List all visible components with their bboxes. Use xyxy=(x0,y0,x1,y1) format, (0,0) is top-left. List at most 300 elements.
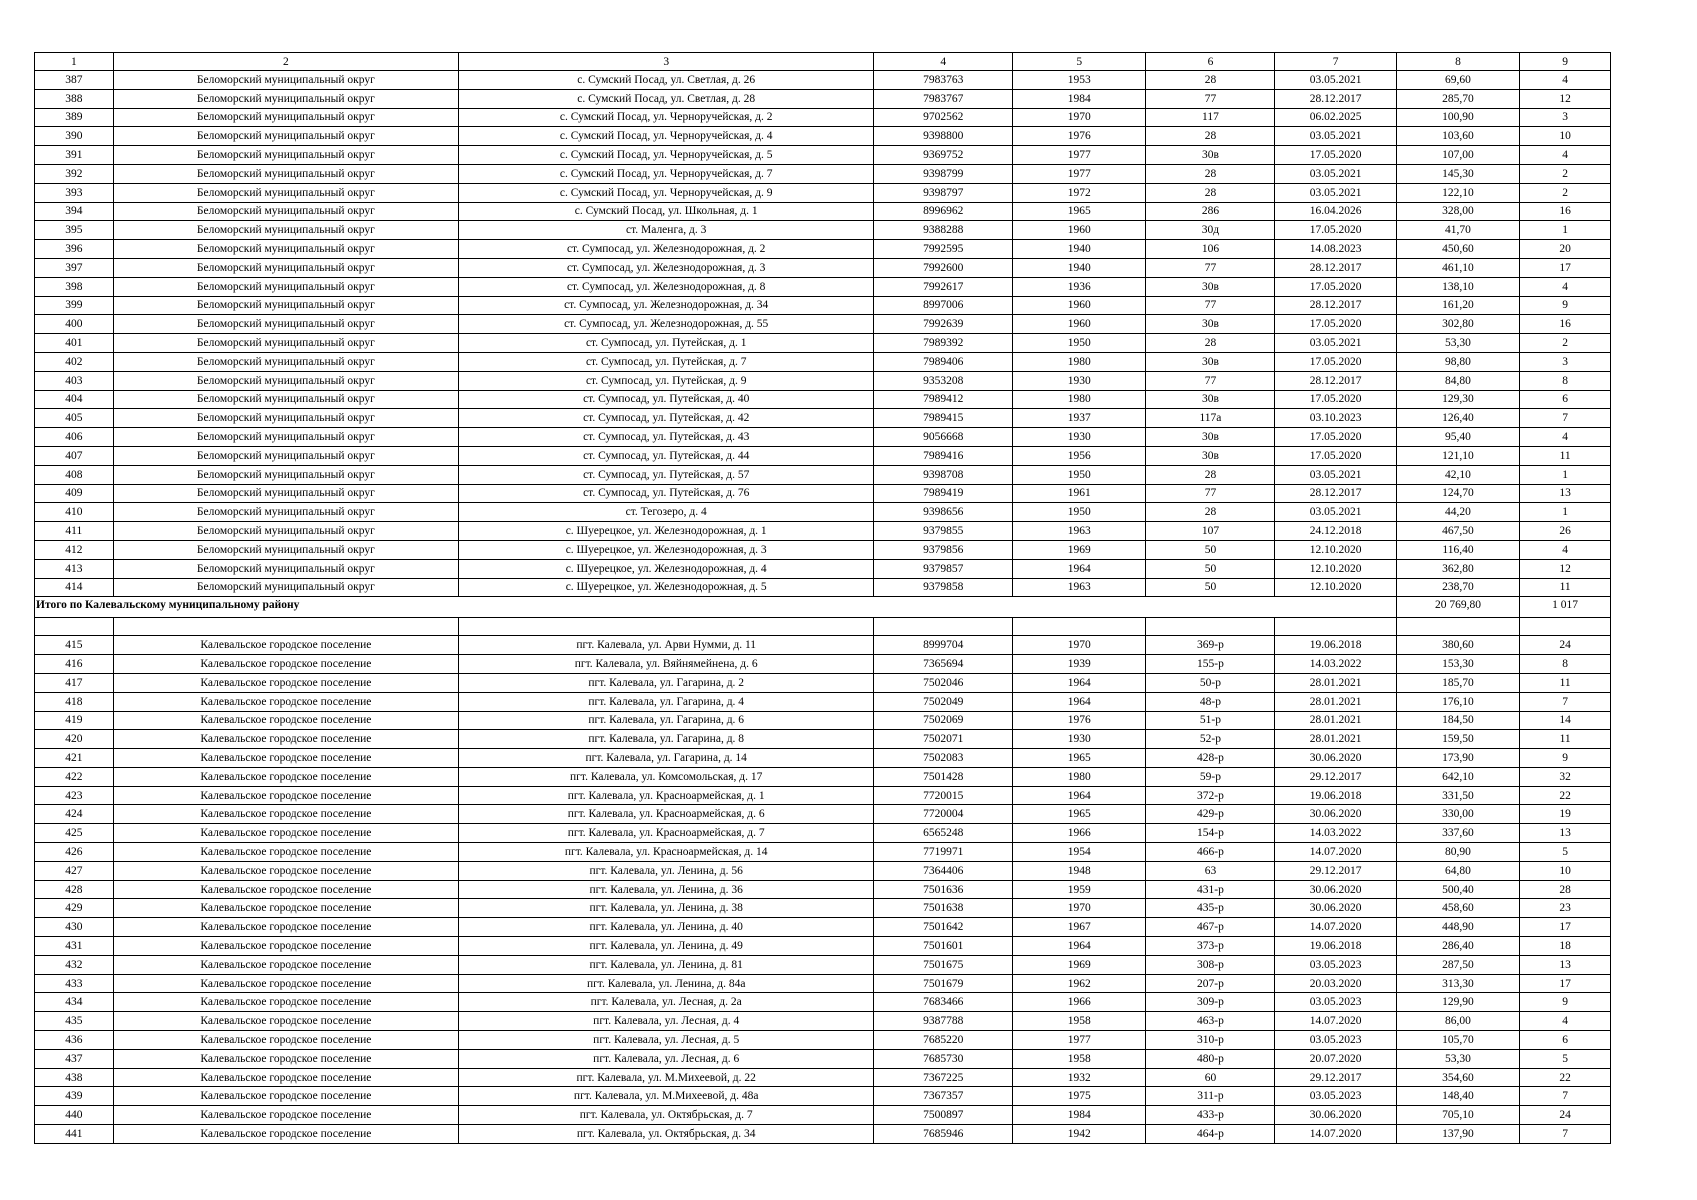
cell-area: 461,10 xyxy=(1396,258,1520,277)
cell-address: с. Сумский Посад, ул. Светлая, д. 28 xyxy=(459,89,874,108)
cell-area: 138,10 xyxy=(1396,277,1520,296)
cell-building-id: 9398708 xyxy=(874,465,1013,484)
cell-residents: 19 xyxy=(1520,805,1611,824)
cell-year-built: 1954 xyxy=(1013,843,1146,862)
cell-residents: 4 xyxy=(1520,540,1611,559)
cell-area: 122,10 xyxy=(1396,183,1520,202)
empty-cell xyxy=(1013,618,1146,636)
cell-year-built: 1958 xyxy=(1013,1012,1146,1031)
cell-document-number: 30д xyxy=(1146,221,1275,240)
cell-address: ст. Сумпосад, ул. Путейская, д. 1 xyxy=(459,334,874,353)
cell-document-number: 207-р xyxy=(1146,974,1275,993)
cell-building-id: 7992639 xyxy=(874,315,1013,334)
cell-document-number: 51-р xyxy=(1146,711,1275,730)
cell-address: пгт. Калевала, ул. Ленина, д. 40 xyxy=(459,918,874,937)
cell-building-id: 7983763 xyxy=(874,71,1013,90)
cell-date: 30.06.2020 xyxy=(1275,880,1396,899)
cell-row-number: 426 xyxy=(35,843,114,862)
table-row xyxy=(35,371,1611,390)
cell-document-number: 50-р xyxy=(1146,673,1275,692)
cell-year-built: 1940 xyxy=(1013,258,1146,277)
cell-row-number: 413 xyxy=(35,559,114,578)
cell-municipality: Калевальское городское поселение xyxy=(113,692,458,711)
table-row xyxy=(35,824,1611,843)
table-row xyxy=(35,315,1611,334)
cell-area: 285,70 xyxy=(1396,89,1520,108)
cell-document-number: 117а xyxy=(1146,409,1275,428)
cell-area: 42,10 xyxy=(1396,465,1520,484)
column-header: 1 xyxy=(35,53,114,71)
cell-municipality: Беломорский муниципальный округ xyxy=(113,352,458,371)
cell-year-built: 1932 xyxy=(1013,1068,1146,1087)
cell-area: 116,40 xyxy=(1396,540,1520,559)
cell-year-built: 1950 xyxy=(1013,465,1146,484)
table-row xyxy=(35,711,1611,730)
register-table xyxy=(34,52,1611,1144)
cell-document-number: 30в xyxy=(1146,390,1275,409)
cell-area: 500,40 xyxy=(1396,880,1520,899)
cell-year-built: 1950 xyxy=(1013,503,1146,522)
cell-address: с. Шуерецкое, ул. Железнодорожная, д. 5 xyxy=(459,578,874,597)
cell-document-number: 480-р xyxy=(1146,1049,1275,1068)
cell-municipality: Беломорский муниципальный округ xyxy=(113,334,458,353)
column-header: 9 xyxy=(1520,53,1611,71)
cell-year-built: 1942 xyxy=(1013,1125,1146,1144)
cell-date: 16.04.2026 xyxy=(1275,202,1396,221)
cell-row-number: 421 xyxy=(35,749,114,768)
cell-date: 20.07.2020 xyxy=(1275,1049,1396,1068)
empty-cell xyxy=(874,618,1013,636)
cell-municipality: Калевальское городское поселение xyxy=(113,749,458,768)
cell-date: 19.06.2018 xyxy=(1275,636,1396,655)
cell-residents: 1 xyxy=(1520,465,1611,484)
cell-date: 12.10.2020 xyxy=(1275,559,1396,578)
cell-address: с. Сумский Посад, ул. Черноручейская, д. 9 xyxy=(459,183,874,202)
cell-date: 14.03.2022 xyxy=(1275,655,1396,674)
cell-building-id: 7502046 xyxy=(874,673,1013,692)
cell-row-number: 399 xyxy=(35,296,114,315)
cell-municipality: Калевальское городское поселение xyxy=(113,673,458,692)
cell-document-number: 435-р xyxy=(1146,899,1275,918)
cell-date: 17.05.2020 xyxy=(1275,146,1396,165)
table-row xyxy=(35,955,1611,974)
cell-area: 124,70 xyxy=(1396,484,1520,503)
cell-document-number: 30в xyxy=(1146,428,1275,447)
cell-year-built: 1965 xyxy=(1013,202,1146,221)
cell-area: 69,60 xyxy=(1396,71,1520,90)
cell-document-number: 77 xyxy=(1146,258,1275,277)
cell-area: 95,40 xyxy=(1396,428,1520,447)
cell-area: 328,00 xyxy=(1396,202,1520,221)
cell-date: 12.10.2020 xyxy=(1275,540,1396,559)
cell-date: 29.12.2017 xyxy=(1275,1068,1396,1087)
table-row xyxy=(35,767,1611,786)
cell-address: ст. Сумпосад, ул. Путейская, д. 9 xyxy=(459,371,874,390)
cell-building-id: 7720015 xyxy=(874,786,1013,805)
cell-row-number: 409 xyxy=(35,484,114,503)
cell-row-number: 437 xyxy=(35,1049,114,1068)
document-page xyxy=(34,52,1611,1144)
cell-residents: 5 xyxy=(1520,843,1611,862)
cell-municipality: Беломорский муниципальный округ xyxy=(113,108,458,127)
cell-area: 84,80 xyxy=(1396,371,1520,390)
cell-residents: 16 xyxy=(1520,202,1611,221)
cell-residents: 7 xyxy=(1520,1087,1611,1106)
cell-building-id: 9379858 xyxy=(874,578,1013,597)
table-row xyxy=(35,428,1611,447)
cell-address: пгт. Калевала, ул. Ленина, д. 81 xyxy=(459,955,874,974)
cell-municipality: Беломорский муниципальный округ xyxy=(113,409,458,428)
cell-year-built: 1977 xyxy=(1013,164,1146,183)
cell-area: 100,90 xyxy=(1396,108,1520,127)
cell-residents: 22 xyxy=(1520,786,1611,805)
cell-residents: 3 xyxy=(1520,352,1611,371)
cell-building-id: 9387788 xyxy=(874,1012,1013,1031)
cell-area: 287,50 xyxy=(1396,955,1520,974)
table-row xyxy=(35,146,1611,165)
cell-building-id: 7989416 xyxy=(874,446,1013,465)
cell-building-id: 9379855 xyxy=(874,522,1013,541)
table-row xyxy=(35,522,1611,541)
cell-municipality: Калевальское городское поселение xyxy=(113,918,458,937)
column-header: 5 xyxy=(1013,53,1146,71)
cell-row-number: 401 xyxy=(35,334,114,353)
cell-address: пгт. Калевала, ул. Вяйнямейнена, д. 6 xyxy=(459,655,874,674)
cell-area: 103,60 xyxy=(1396,127,1520,146)
cell-area: 159,50 xyxy=(1396,730,1520,749)
cell-row-number: 390 xyxy=(35,127,114,146)
cell-municipality: Беломорский муниципальный округ xyxy=(113,428,458,447)
table-row xyxy=(35,296,1611,315)
cell-document-number: 28 xyxy=(1146,71,1275,90)
cell-document-number: 117 xyxy=(1146,108,1275,127)
cell-address: пгт. Калевала, ул. Красноармейская, д. 6 xyxy=(459,805,874,824)
cell-building-id: 7502083 xyxy=(874,749,1013,768)
cell-year-built: 1984 xyxy=(1013,1106,1146,1125)
cell-year-built: 1930 xyxy=(1013,371,1146,390)
cell-year-built: 1969 xyxy=(1013,955,1146,974)
cell-document-number: 107 xyxy=(1146,522,1275,541)
cell-date: 28.01.2021 xyxy=(1275,711,1396,730)
cell-year-built: 1969 xyxy=(1013,540,1146,559)
cell-municipality: Калевальское городское поселение xyxy=(113,1068,458,1087)
cell-row-number: 408 xyxy=(35,465,114,484)
cell-area: 53,30 xyxy=(1396,1049,1520,1068)
cell-municipality: Калевальское городское поселение xyxy=(113,880,458,899)
cell-document-number: 50 xyxy=(1146,540,1275,559)
cell-area: 450,60 xyxy=(1396,240,1520,259)
cell-area: 313,30 xyxy=(1396,974,1520,993)
empty-cell xyxy=(113,618,458,636)
cell-date: 12.10.2020 xyxy=(1275,578,1396,597)
cell-residents: 24 xyxy=(1520,1106,1611,1125)
cell-row-number: 398 xyxy=(35,277,114,296)
cell-date: 17.05.2020 xyxy=(1275,315,1396,334)
cell-document-number: 28 xyxy=(1146,183,1275,202)
cell-municipality: Калевальское городское поселение xyxy=(113,937,458,956)
cell-year-built: 1980 xyxy=(1013,352,1146,371)
cell-building-id: 7720004 xyxy=(874,805,1013,824)
table-row xyxy=(35,880,1611,899)
cell-row-number: 393 xyxy=(35,183,114,202)
cell-building-id: 8999704 xyxy=(874,636,1013,655)
cell-row-number: 392 xyxy=(35,164,114,183)
cell-document-number: 286 xyxy=(1146,202,1275,221)
cell-municipality: Беломорский муниципальный округ xyxy=(113,540,458,559)
cell-date: 14.07.2020 xyxy=(1275,1125,1396,1144)
cell-building-id: 7502069 xyxy=(874,711,1013,730)
table-row xyxy=(35,1031,1611,1050)
table-row xyxy=(35,352,1611,371)
cell-row-number: 405 xyxy=(35,409,114,428)
cell-row-number: 402 xyxy=(35,352,114,371)
cell-row-number: 388 xyxy=(35,89,114,108)
cell-address: с. Шуерецкое, ул. Железнодорожная, д. 1 xyxy=(459,522,874,541)
cell-document-number: 429-р xyxy=(1146,805,1275,824)
table-row xyxy=(35,446,1611,465)
cell-row-number: 425 xyxy=(35,824,114,843)
cell-address: пгт. Калевала, ул. Гагарина, д. 6 xyxy=(459,711,874,730)
cell-municipality: Беломорский муниципальный округ xyxy=(113,127,458,146)
cell-date: 06.02.2025 xyxy=(1275,108,1396,127)
cell-row-number: 427 xyxy=(35,861,114,880)
cell-residents: 7 xyxy=(1520,1125,1611,1144)
cell-document-number: 28 xyxy=(1146,465,1275,484)
column-header: 3 xyxy=(459,53,874,71)
cell-municipality: Калевальское городское поселение xyxy=(113,1106,458,1125)
cell-building-id: 8997006 xyxy=(874,296,1013,315)
cell-building-id: 9379857 xyxy=(874,559,1013,578)
cell-document-number: 373-р xyxy=(1146,937,1275,956)
cell-date: 30.06.2020 xyxy=(1275,899,1396,918)
cell-residents: 11 xyxy=(1520,446,1611,465)
cell-year-built: 1980 xyxy=(1013,767,1146,786)
cell-residents: 2 xyxy=(1520,334,1611,353)
cell-area: 107,00 xyxy=(1396,146,1520,165)
cell-residents: 11 xyxy=(1520,673,1611,692)
cell-date: 17.05.2020 xyxy=(1275,277,1396,296)
cell-building-id: 9388288 xyxy=(874,221,1013,240)
cell-year-built: 1976 xyxy=(1013,127,1146,146)
blank-row xyxy=(35,618,1611,636)
cell-area: 148,40 xyxy=(1396,1087,1520,1106)
cell-year-built: 1937 xyxy=(1013,409,1146,428)
table-row xyxy=(35,540,1611,559)
cell-year-built: 1939 xyxy=(1013,655,1146,674)
table-row xyxy=(35,918,1611,937)
cell-residents: 24 xyxy=(1520,636,1611,655)
cell-municipality: Калевальское городское поселение xyxy=(113,730,458,749)
cell-municipality: Калевальское городское поселение xyxy=(113,843,458,862)
cell-address: пгт. Калевала, ул. Лесная, д. 4 xyxy=(459,1012,874,1031)
cell-residents: 20 xyxy=(1520,240,1611,259)
cell-year-built: 1964 xyxy=(1013,559,1146,578)
cell-address: пгт. Калевала, ул. Красноармейская, д. 7 xyxy=(459,824,874,843)
cell-year-built: 1984 xyxy=(1013,89,1146,108)
cell-year-built: 1977 xyxy=(1013,146,1146,165)
cell-address: пгт. Калевала, ул. Октябрьская, д. 7 xyxy=(459,1106,874,1125)
cell-municipality: Беломорский муниципальный округ xyxy=(113,202,458,221)
cell-building-id: 7367357 xyxy=(874,1087,1013,1106)
table-row xyxy=(35,974,1611,993)
cell-document-number: 48-р xyxy=(1146,692,1275,711)
cell-building-id: 7365694 xyxy=(874,655,1013,674)
cell-date: 28.01.2021 xyxy=(1275,692,1396,711)
cell-date: 28.12.2017 xyxy=(1275,258,1396,277)
cell-address: пгт. Калевала, ул. Ленина, д. 36 xyxy=(459,880,874,899)
cell-building-id: 9369752 xyxy=(874,146,1013,165)
table-row xyxy=(35,636,1611,655)
cell-date: 30.06.2020 xyxy=(1275,749,1396,768)
cell-date: 03.05.2021 xyxy=(1275,183,1396,202)
cell-year-built: 1950 xyxy=(1013,334,1146,353)
cell-building-id: 7501638 xyxy=(874,899,1013,918)
cell-date: 29.12.2017 xyxy=(1275,861,1396,880)
table-row xyxy=(35,221,1611,240)
cell-residents: 8 xyxy=(1520,371,1611,390)
cell-area: 53,30 xyxy=(1396,334,1520,353)
cell-residents: 4 xyxy=(1520,1012,1611,1031)
table-row xyxy=(35,861,1611,880)
table-row xyxy=(35,258,1611,277)
cell-year-built: 1964 xyxy=(1013,786,1146,805)
cell-address: пгт. Калевала, ул. М.Михеевой, д. 48а xyxy=(459,1087,874,1106)
cell-residents: 9 xyxy=(1520,749,1611,768)
cell-document-number: 30в xyxy=(1146,446,1275,465)
cell-municipality: Калевальское городское поселение xyxy=(113,805,458,824)
cell-year-built: 1964 xyxy=(1013,673,1146,692)
cell-year-built: 1959 xyxy=(1013,880,1146,899)
cell-area: 80,90 xyxy=(1396,843,1520,862)
cell-date: 03.05.2021 xyxy=(1275,334,1396,353)
cell-municipality: Калевальское городское поселение xyxy=(113,1087,458,1106)
cell-document-number: 77 xyxy=(1146,371,1275,390)
cell-year-built: 1970 xyxy=(1013,636,1146,655)
cell-row-number: 404 xyxy=(35,390,114,409)
cell-residents: 17 xyxy=(1520,918,1611,937)
cell-year-built: 1960 xyxy=(1013,296,1146,315)
cell-municipality: Калевальское городское поселение xyxy=(113,955,458,974)
table-row xyxy=(35,559,1611,578)
cell-area: 302,80 xyxy=(1396,315,1520,334)
cell-municipality: Беломорский муниципальный округ xyxy=(113,465,458,484)
cell-building-id: 7501601 xyxy=(874,937,1013,956)
cell-municipality: Беломорский муниципальный округ xyxy=(113,164,458,183)
cell-address: пгт. Калевала, ул. Гагарина, д. 4 xyxy=(459,692,874,711)
cell-date: 17.05.2020 xyxy=(1275,428,1396,447)
cell-date: 03.05.2021 xyxy=(1275,465,1396,484)
cell-municipality: Калевальское городское поселение xyxy=(113,974,458,993)
cell-residents: 28 xyxy=(1520,880,1611,899)
cell-residents: 13 xyxy=(1520,484,1611,503)
cell-address: ст. Сумпосад, ул. Путейская, д. 76 xyxy=(459,484,874,503)
cell-building-id: 7501675 xyxy=(874,955,1013,974)
cell-address: ст. Сумпосад, ул. Путейская, д. 44 xyxy=(459,446,874,465)
cell-row-number: 412 xyxy=(35,540,114,559)
cell-document-number: 28 xyxy=(1146,164,1275,183)
cell-date: 30.06.2020 xyxy=(1275,1106,1396,1125)
cell-address: с. Сумский Посад, ул. Черноручейская, д. 7 xyxy=(459,164,874,183)
cell-row-number: 403 xyxy=(35,371,114,390)
cell-date: 28.12.2017 xyxy=(1275,296,1396,315)
cell-document-number: 311-р xyxy=(1146,1087,1275,1106)
cell-year-built: 1930 xyxy=(1013,730,1146,749)
cell-date: 19.06.2018 xyxy=(1275,786,1396,805)
cell-year-built: 1953 xyxy=(1013,71,1146,90)
cell-address: пгт. Калевала, ул. Гагарина, д. 14 xyxy=(459,749,874,768)
cell-row-number: 440 xyxy=(35,1106,114,1125)
cell-address: с. Шуерецкое, ул. Железнодорожная, д. 3 xyxy=(459,540,874,559)
table-row xyxy=(35,484,1611,503)
cell-municipality: Беломорский муниципальный округ xyxy=(113,89,458,108)
cell-date: 14.07.2020 xyxy=(1275,1012,1396,1031)
cell-date: 03.05.2021 xyxy=(1275,71,1396,90)
cell-date: 14.07.2020 xyxy=(1275,843,1396,862)
cell-address: ст. Сумпосад, ул. Путейская, д. 40 xyxy=(459,390,874,409)
cell-building-id: 7989406 xyxy=(874,352,1013,371)
cell-area: 330,00 xyxy=(1396,805,1520,824)
table-row xyxy=(35,655,1611,674)
cell-row-number: 434 xyxy=(35,993,114,1012)
cell-date: 14.03.2022 xyxy=(1275,824,1396,843)
cell-building-id: 7685730 xyxy=(874,1049,1013,1068)
cell-area: 458,60 xyxy=(1396,899,1520,918)
cell-row-number: 439 xyxy=(35,1087,114,1106)
cell-address: пгт. Калевала, ул. Лесная, д. 5 xyxy=(459,1031,874,1050)
cell-document-number: 77 xyxy=(1146,484,1275,503)
cell-residents: 9 xyxy=(1520,993,1611,1012)
cell-municipality: Беломорский муниципальный округ xyxy=(113,240,458,259)
cell-area: 448,90 xyxy=(1396,918,1520,937)
cell-building-id: 7989392 xyxy=(874,334,1013,353)
cell-address: с. Сумский Посад, ул. Черноручейская, д. 4 xyxy=(459,127,874,146)
cell-row-number: 419 xyxy=(35,711,114,730)
cell-municipality: Беломорский муниципальный округ xyxy=(113,277,458,296)
cell-year-built: 1948 xyxy=(1013,861,1146,880)
cell-date: 28.12.2017 xyxy=(1275,89,1396,108)
cell-date: 24.12.2018 xyxy=(1275,522,1396,541)
cell-building-id: 7683466 xyxy=(874,993,1013,1012)
cell-document-number: 309-р xyxy=(1146,993,1275,1012)
cell-building-id: 7685220 xyxy=(874,1031,1013,1050)
cell-year-built: 1940 xyxy=(1013,240,1146,259)
cell-year-built: 1963 xyxy=(1013,578,1146,597)
cell-row-number: 424 xyxy=(35,805,114,824)
cell-year-built: 1972 xyxy=(1013,183,1146,202)
table-row xyxy=(35,183,1611,202)
cell-date: 28.12.2017 xyxy=(1275,371,1396,390)
cell-year-built: 1976 xyxy=(1013,711,1146,730)
cell-building-id: 7992617 xyxy=(874,277,1013,296)
cell-residents: 10 xyxy=(1520,127,1611,146)
cell-municipality: Калевальское городское поселение xyxy=(113,1031,458,1050)
cell-residents: 7 xyxy=(1520,409,1611,428)
cell-address: ст. Сумпосад, ул. Железнодорожная, д. 34 xyxy=(459,296,874,315)
cell-year-built: 1967 xyxy=(1013,918,1146,937)
column-header: 6 xyxy=(1146,53,1275,71)
cell-address: пгт. Калевала, ул. Лесная, д. 2а xyxy=(459,993,874,1012)
table-row xyxy=(35,1012,1611,1031)
cell-building-id: 7983767 xyxy=(874,89,1013,108)
cell-date: 28.12.2017 xyxy=(1275,484,1396,503)
cell-building-id: 7501642 xyxy=(874,918,1013,937)
cell-building-id: 7367225 xyxy=(874,1068,1013,1087)
cell-residents: 4 xyxy=(1520,277,1611,296)
cell-area: 86,00 xyxy=(1396,1012,1520,1031)
cell-row-number: 407 xyxy=(35,446,114,465)
column-header: 8 xyxy=(1396,53,1520,71)
cell-row-number: 433 xyxy=(35,974,114,993)
